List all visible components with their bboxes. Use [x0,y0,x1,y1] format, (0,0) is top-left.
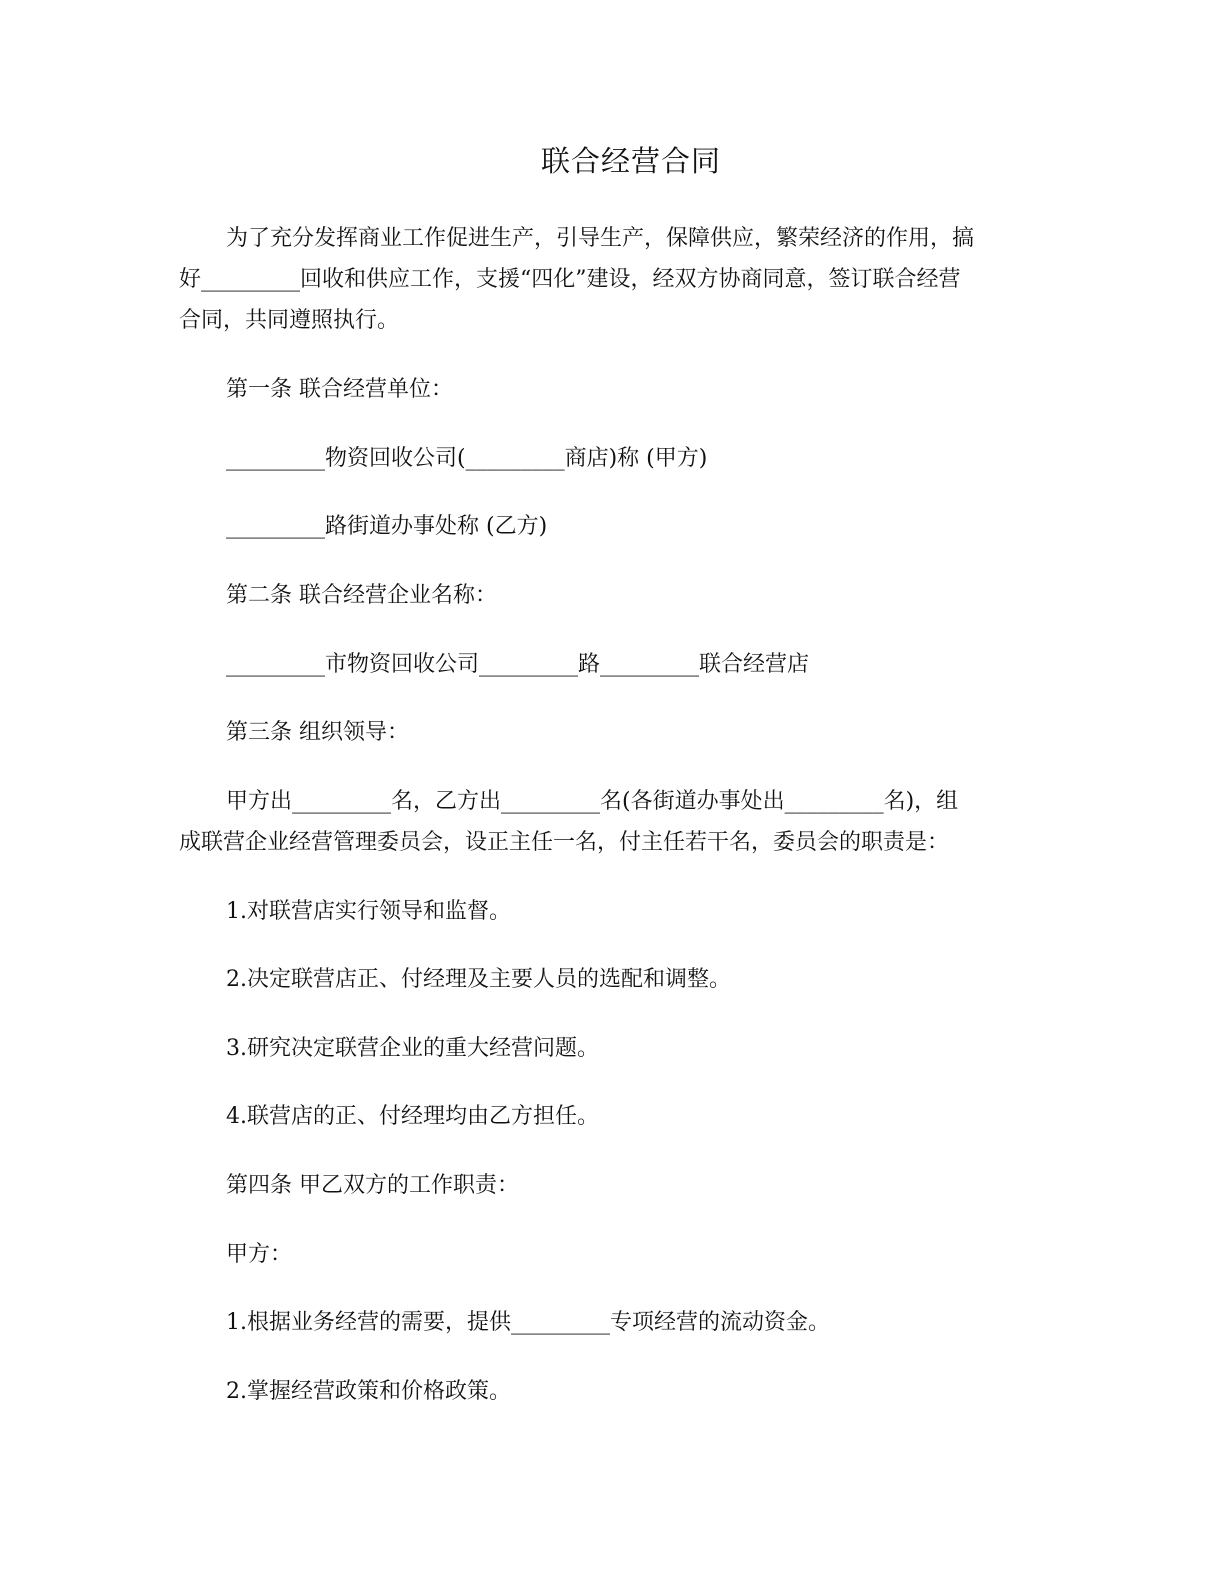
article-3-heading: 第三条 组织领导： [226,720,409,745]
party-a-line: _________物资回收公司(_________商店)称 (甲方) [226,446,708,471]
party-a-duty-1: 1.根据业务经营的需要，提供_________专项经营的流动资金。 [226,1310,830,1335]
article-3-body-line-2: 成联营企业经营管理委员会，设正主任一名，付主任若干名，委员会的职责是： [179,830,950,855]
intro-line-3: 合同，共同遵照执行。 [179,308,400,333]
duty-item-2: 2.决定联营店正、付经理及主要人员的选配和调整。 [226,967,731,992]
duty-item-3: 3.研究决定联营企业的重大经营问题。 [226,1036,599,1061]
article-2-heading: 第二条 联合经营企业名称： [226,583,497,608]
duty-item-1: 1.对联营店实行领导和监督。 [226,899,511,924]
intro-line-2: 好_________回收和供应工作，支援“四化”建设，经双方协商同意，签订联合经营 [179,267,961,292]
enterprise-name-line: _________市物资回收公司_________路_________联合经营店 [226,652,810,677]
party-b-line: _________路街道办事处称 (乙方) [226,514,548,539]
intro-line-1: 为了充分发挥商业工作促进生产，引导生产，保障供应，繁荣经济的作用，搞 [226,226,975,251]
party-a-duty-2: 2.掌握经营政策和价格政策。 [226,1379,511,1404]
document-title: 联合经营合同 [540,144,721,178]
party-a-label: 甲方： [226,1242,293,1267]
article-3-body-line-1: 甲方出_________名，乙方出_________名(各街道办事处出_________名)，组 [226,789,959,814]
article-1-heading: 第一条 联合经营单位： [226,377,453,402]
duty-item-4: 4.联营店的正、付经理均由乙方担任。 [226,1104,599,1129]
article-4-heading: 第四条 甲乙双方的工作职责： [226,1173,519,1198]
